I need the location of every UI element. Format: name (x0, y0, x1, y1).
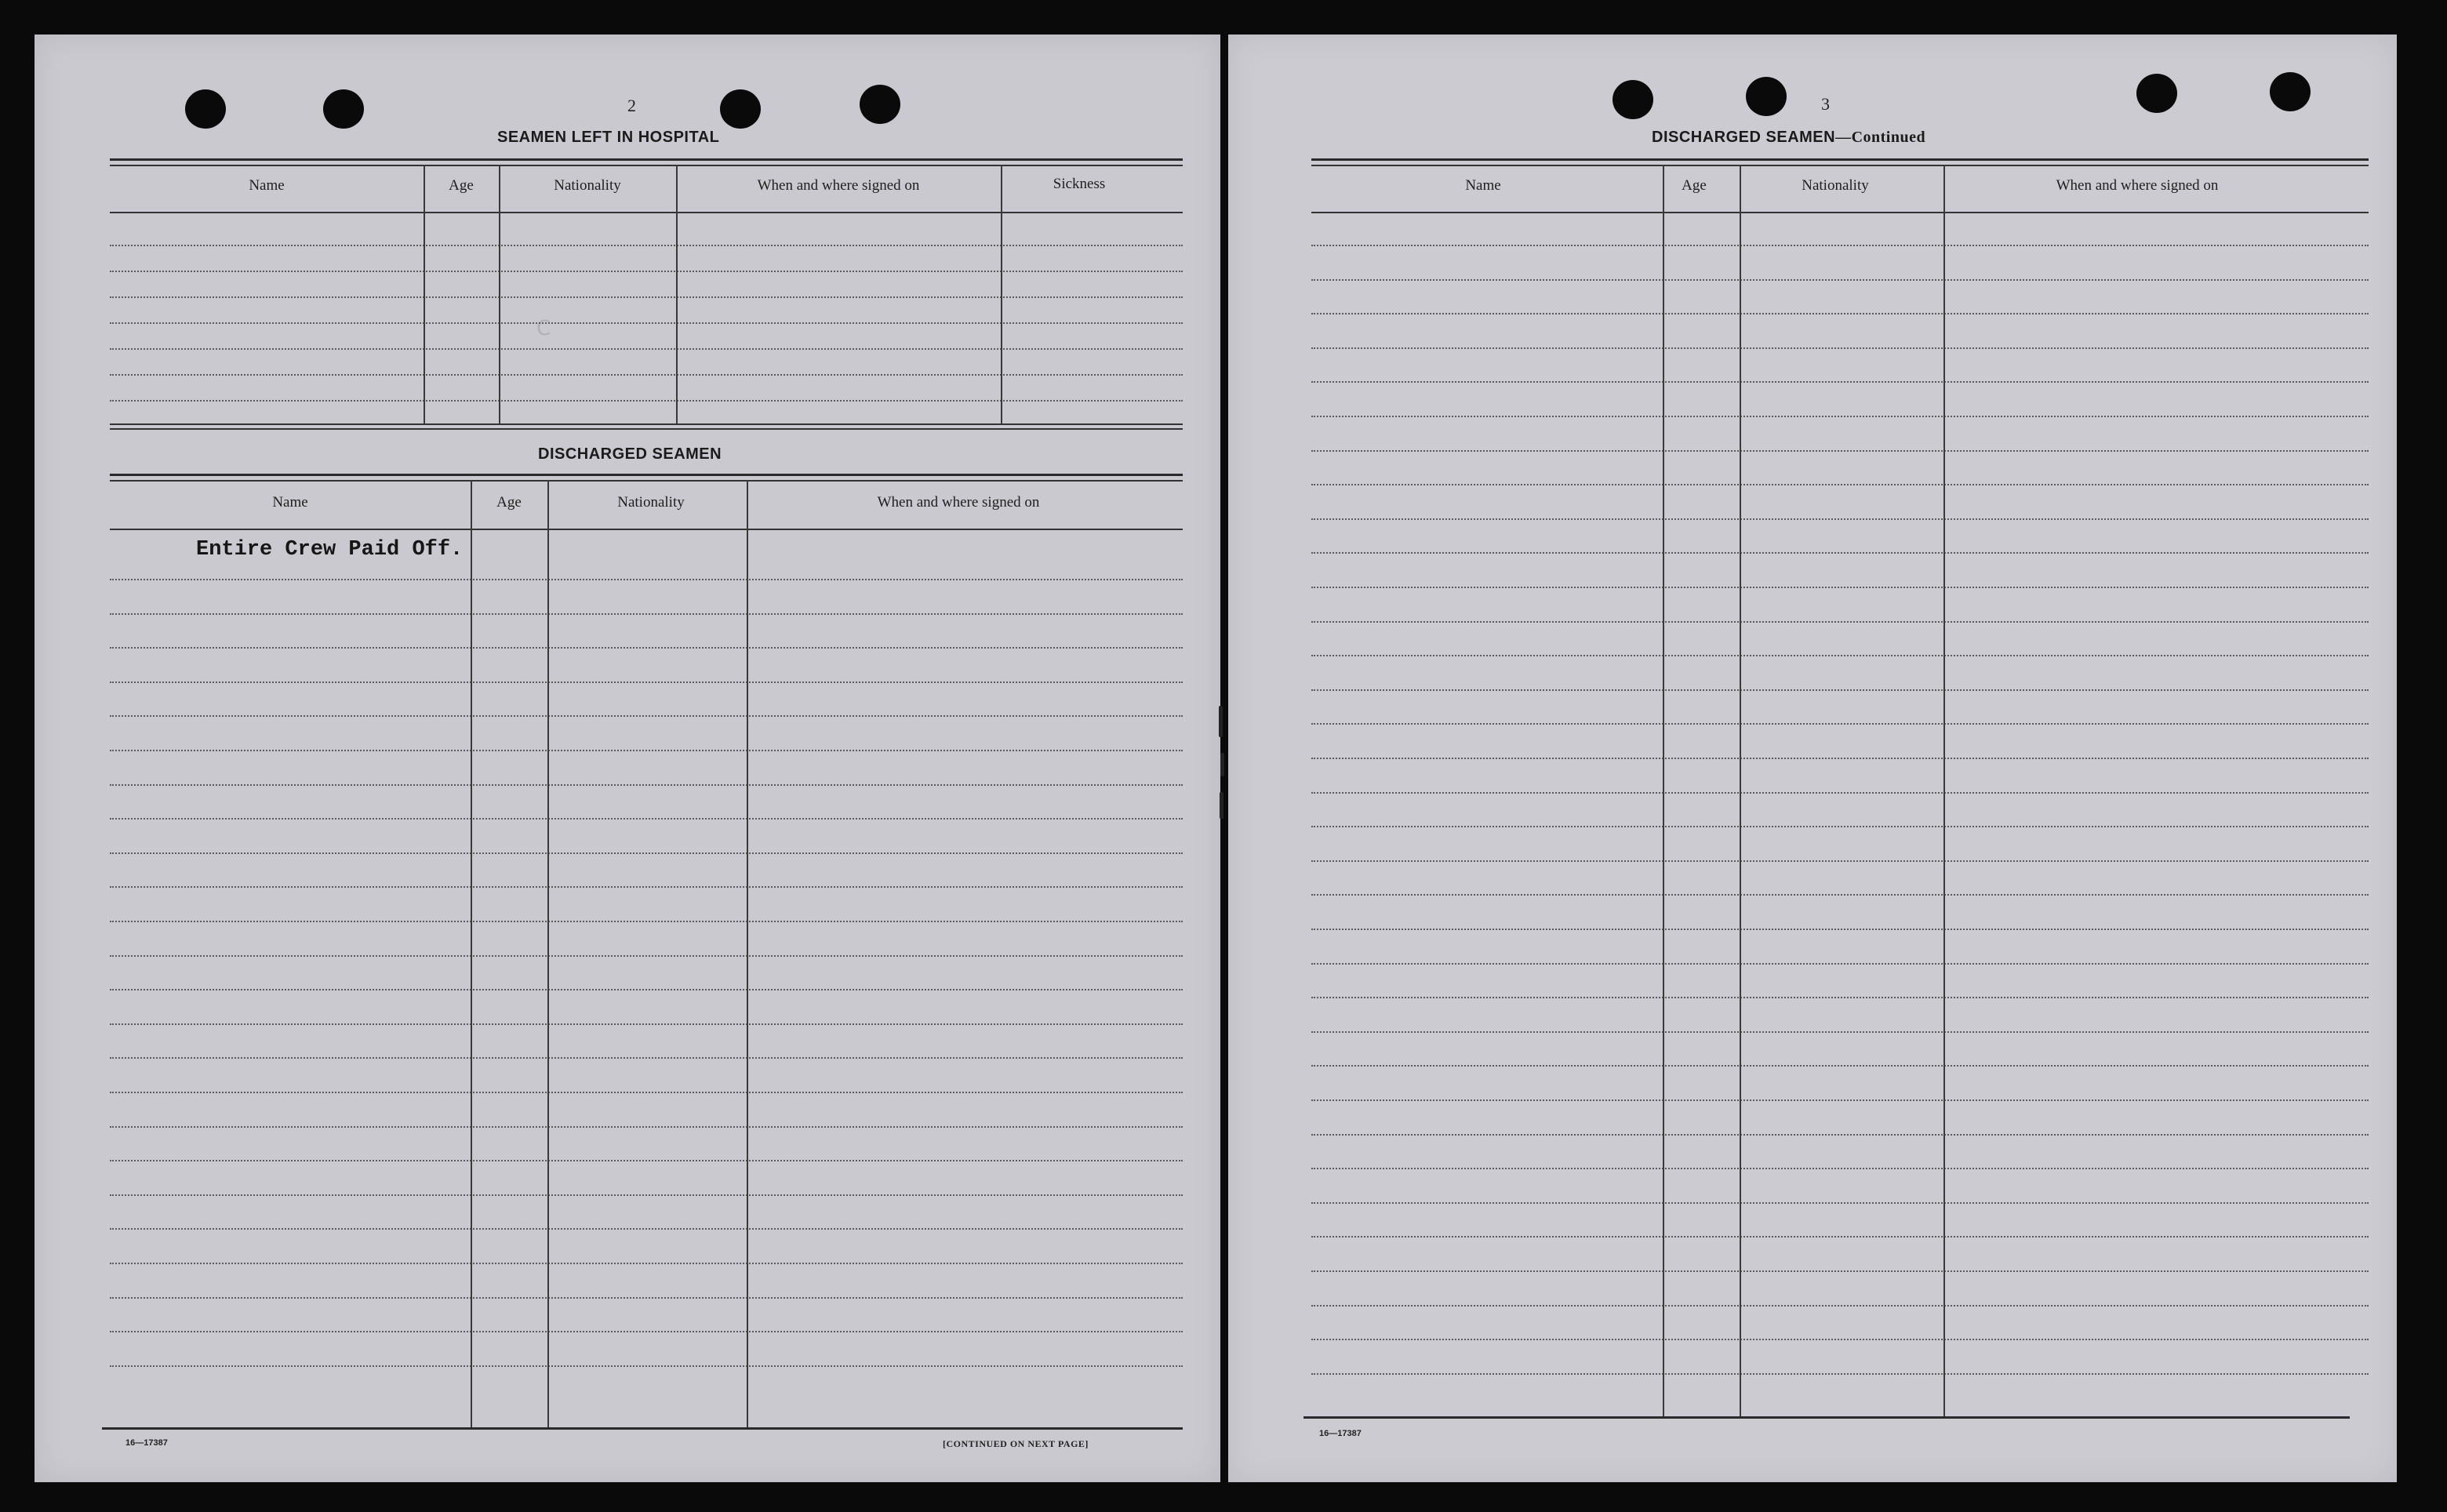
column-divider (1663, 165, 1664, 1416)
header-rule (110, 165, 1183, 166)
ruled-line (110, 348, 1183, 350)
section-title (1652, 129, 1925, 147)
ruled-line (1311, 450, 2369, 452)
col-header-sickness: Sickness (1053, 176, 1106, 192)
ruled-line (1311, 1168, 2369, 1169)
header-rule (1311, 158, 2369, 161)
ruled-line (1311, 484, 2369, 485)
ruled-line (1311, 792, 2369, 794)
page-number: 2 (627, 96, 636, 115)
ruled-line (110, 296, 1183, 298)
header-rule (1311, 165, 2369, 166)
header-rule (110, 480, 1183, 482)
section-rule (110, 423, 1183, 425)
ruled-line (110, 715, 1183, 717)
binding-mark (1220, 753, 1224, 776)
ruled-line (110, 681, 1183, 683)
col-header-nationality: Nationality (554, 177, 621, 194)
ruled-line (1311, 1270, 2369, 1272)
ruled-line (1311, 997, 2369, 998)
ruled-line (110, 1297, 1183, 1299)
header-bottom-rule (110, 212, 1183, 213)
ruled-line (110, 647, 1183, 649)
col-header-signed-on: When and where signed on (2056, 177, 2219, 194)
ruled-line (1311, 1065, 2369, 1067)
column-divider (747, 480, 748, 1427)
ruled-line (110, 1228, 1183, 1230)
punch-hole (185, 89, 226, 129)
punch-hole (2270, 72, 2311, 111)
section-title-main: DISCHARGED SEAMEN (1652, 129, 1836, 146)
ruled-line (110, 400, 1183, 402)
column-divider (1001, 165, 1002, 423)
ruled-line (1311, 860, 2369, 862)
ruled-line (110, 271, 1183, 272)
section-rule (110, 428, 1183, 430)
footer-rule (102, 1427, 1183, 1430)
ruled-line (110, 322, 1183, 324)
binding-mark (1219, 706, 1223, 737)
punch-hole (1613, 80, 1653, 119)
col-header-nationality: Nationality (617, 494, 685, 511)
header-rule (110, 474, 1183, 476)
ruled-line (1311, 1202, 2369, 1204)
ruled-line (110, 818, 1183, 820)
ruled-line (110, 1365, 1183, 1367)
ruled-line (110, 1023, 1183, 1025)
left-page (35, 35, 1220, 1482)
ruled-line (1311, 723, 2369, 725)
section-title-suffix: —Continued (1835, 129, 1926, 146)
ruled-line (1311, 963, 2369, 965)
ruled-line (110, 1194, 1183, 1196)
ruled-line (1311, 1373, 2369, 1375)
ruled-line (1311, 279, 2369, 281)
ruled-line (110, 1126, 1183, 1128)
ruled-line (110, 989, 1183, 990)
col-header-signed-on: When and where signed on (757, 177, 920, 194)
ruled-line (1311, 689, 2369, 691)
col-header-name: Name (1465, 177, 1501, 194)
discharged-section-title: DISCHARGED SEAMEN (538, 445, 722, 463)
ruled-line (1311, 416, 2369, 417)
ruled-line (1311, 1031, 2369, 1033)
ruled-line (110, 613, 1183, 615)
continued-note: [CONTINUED ON NEXT PAGE] (943, 1438, 1089, 1449)
ruled-line (110, 374, 1183, 376)
ruled-line (110, 955, 1183, 957)
ruled-line (1311, 245, 2369, 246)
column-divider (676, 165, 678, 423)
ruled-line (1311, 1099, 2369, 1101)
column-divider (547, 480, 549, 1427)
header-bottom-rule (1311, 212, 2369, 213)
punch-hole (2136, 74, 2177, 113)
ruled-line (1311, 655, 2369, 656)
ruled-line (1311, 1236, 2369, 1238)
col-header-age: Age (449, 177, 474, 194)
ruled-line (1311, 758, 2369, 759)
bleed-through-text: Ↄ (536, 318, 551, 341)
ruled-line (110, 750, 1183, 751)
ruled-line (1311, 552, 2369, 554)
punch-hole (1746, 77, 1787, 116)
col-header-age: Age (496, 494, 522, 511)
ruled-line (1311, 929, 2369, 930)
ruled-line (1311, 1134, 2369, 1136)
typed-entry: Entire Crew Paid Off. (196, 538, 464, 562)
form-number: 16—17387 (125, 1438, 168, 1448)
ruled-line (110, 579, 1183, 580)
ruled-line (1311, 518, 2369, 520)
punch-hole (720, 89, 761, 129)
ruled-line (110, 245, 1183, 246)
punch-hole (860, 85, 900, 124)
ruled-line (110, 1092, 1183, 1093)
ruled-line (1311, 1305, 2369, 1307)
ruled-line (1311, 313, 2369, 314)
ruled-line (110, 921, 1183, 922)
right-page (1228, 35, 2397, 1482)
form-number: 16—17387 (1319, 1429, 1362, 1438)
column-divider (471, 480, 472, 1427)
ruled-line (110, 886, 1183, 888)
punch-hole (323, 89, 364, 129)
ruled-line (110, 1263, 1183, 1264)
ruled-line (110, 1057, 1183, 1059)
col-header-age: Age (1682, 177, 1707, 194)
column-divider (1943, 165, 1945, 1416)
ruled-line (110, 784, 1183, 786)
col-header-name: Name (249, 177, 285, 194)
header-bottom-rule (110, 529, 1183, 530)
ruled-line (110, 1160, 1183, 1161)
column-divider (424, 165, 425, 423)
ruled-line (1311, 587, 2369, 588)
footer-rule (1303, 1416, 2350, 1419)
ruled-line (1311, 894, 2369, 896)
ruled-line (1311, 621, 2369, 623)
column-divider (499, 165, 500, 423)
ruled-line (110, 852, 1183, 854)
ruled-line (1311, 1339, 2369, 1340)
ruled-line (1311, 826, 2369, 827)
hospital-section-title: SEAMEN LEFT IN HOSPITAL (497, 129, 720, 146)
ruled-line (1311, 347, 2369, 349)
page-number: 3 (1821, 94, 1830, 114)
col-header-name: Name (272, 494, 308, 511)
binding-mark (1220, 792, 1224, 819)
col-header-signed-on: When and where signed on (877, 494, 1040, 511)
col-header-nationality: Nationality (1802, 177, 1869, 194)
ruled-line (1311, 381, 2369, 383)
header-rule (110, 158, 1183, 161)
column-divider (1740, 165, 1741, 1416)
ruled-line (110, 1331, 1183, 1332)
